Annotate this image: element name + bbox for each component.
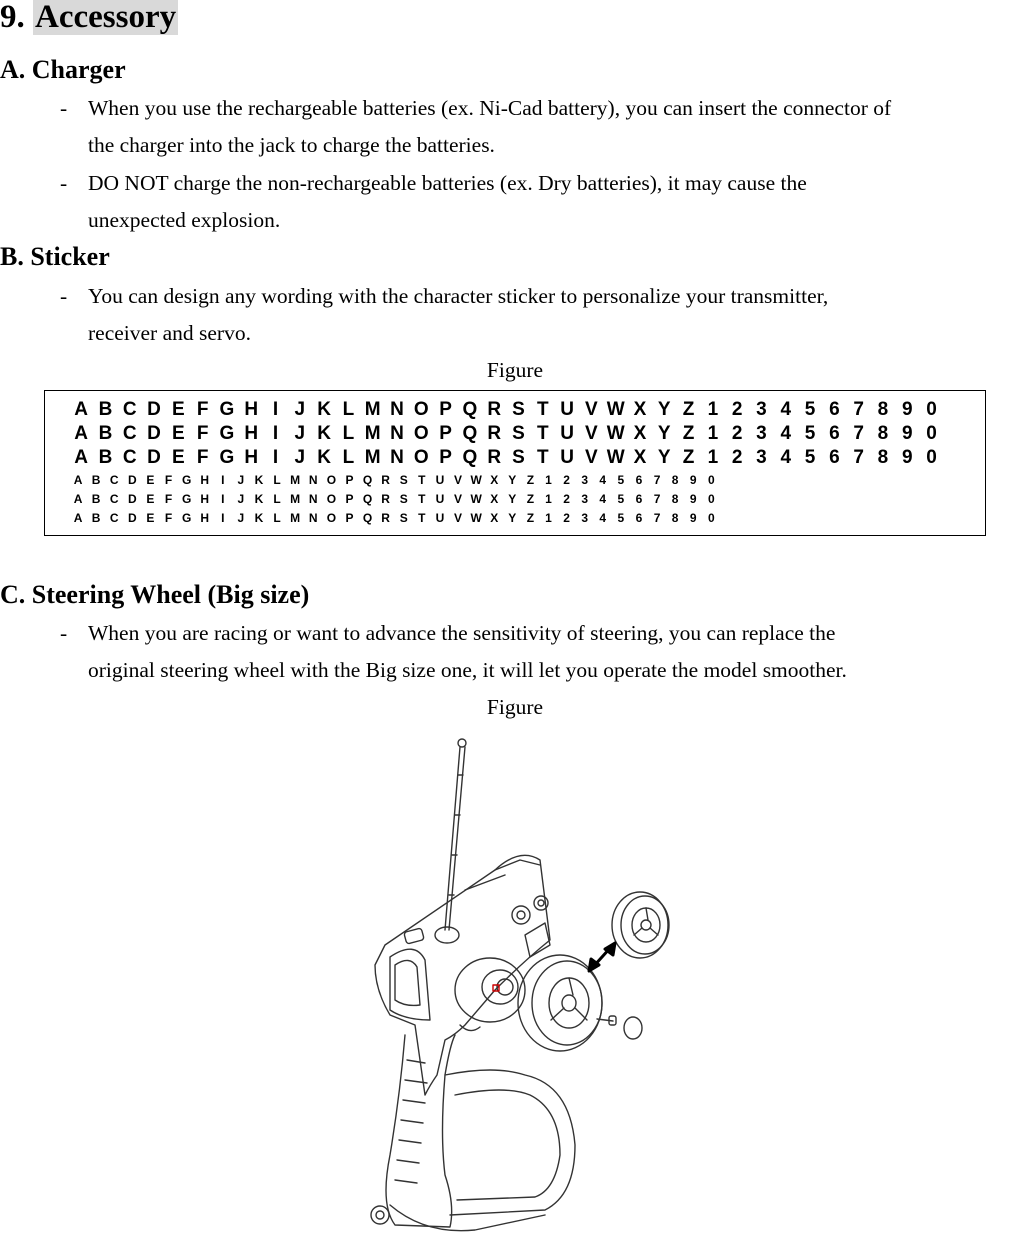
sticker-character: A — [73, 492, 83, 506]
sticker-character: 5 — [804, 399, 816, 420]
sticker-character: L — [342, 423, 355, 444]
sticker-character: K — [317, 447, 331, 468]
sticker-character: H — [244, 399, 259, 420]
sticker-character: H — [200, 473, 210, 487]
sticker-character: G — [219, 447, 235, 468]
sticker-character: C — [109, 511, 119, 525]
sticker-character: D — [147, 399, 161, 420]
sticker-character: D — [127, 473, 137, 487]
sticker-character: R — [487, 447, 502, 468]
sticker-character: B — [91, 511, 101, 525]
sticker-character: I — [272, 447, 279, 468]
sticker-character: 2 — [731, 399, 743, 420]
sticker-character: E — [171, 423, 185, 444]
sticker-character: G — [181, 511, 192, 525]
sticker-character: L — [342, 447, 355, 468]
sticker-character: Z — [682, 447, 695, 468]
sticker-character: K — [317, 423, 331, 444]
sticker-character: F — [164, 473, 173, 487]
sticker-character: 7 — [653, 511, 661, 525]
bullet-dash: - — [60, 96, 68, 120]
sticker-character: 3 — [581, 473, 589, 487]
sticker-character: 0 — [926, 423, 937, 444]
sticker-character: 3 — [581, 492, 589, 506]
sticker-character: L — [273, 473, 281, 487]
bullet-line: When you are racing or want to advance the sensitivity of steering, you can replace the — [88, 621, 836, 645]
sticker-character: X — [633, 423, 647, 444]
sticker-character: D — [127, 492, 137, 506]
sticker-character: J — [237, 492, 245, 506]
sticker-character: O — [326, 492, 337, 506]
sticker-character: B — [91, 492, 101, 506]
sticker-character: U — [560, 447, 574, 468]
sticker-character: O — [326, 473, 337, 487]
sticker-character: 0 — [926, 399, 937, 420]
sticker-character: 6 — [829, 447, 840, 468]
sticker-character: 4 — [780, 447, 792, 468]
sticker-character: B — [98, 399, 113, 420]
sticker-character: 8 — [671, 473, 679, 487]
bullet-line: You can design any wording with the character sticker to personalize your transmitter, — [88, 284, 829, 308]
sticker-character: 5 — [617, 492, 625, 506]
sticker-character: F — [196, 447, 209, 468]
sticker-character: 6 — [635, 492, 643, 506]
sticker-character: 2 — [563, 473, 570, 487]
sticker-character: Q — [462, 447, 478, 468]
sticker-character: 8 — [877, 399, 889, 420]
battery-base — [371, 1070, 575, 1231]
sticker-character: N — [390, 423, 404, 444]
sticker-character: 9 — [901, 447, 913, 468]
sticker-character: 0 — [707, 473, 715, 487]
sticker-character: F — [196, 423, 209, 444]
sticker-character: H — [244, 447, 259, 468]
steering-heading: C. Steering Wheel (Big size) — [0, 580, 310, 609]
sticker-character: Y — [508, 492, 517, 506]
sticker-character: 3 — [756, 423, 767, 444]
sticker-character: F — [196, 399, 209, 420]
sticker-character: 0 — [707, 511, 715, 525]
sticker-character: 5 — [804, 423, 816, 444]
bullet-dash: - — [60, 171, 68, 195]
sticker-character: M — [290, 492, 301, 506]
swap-arrow-icon — [589, 943, 615, 971]
sticker-character: V — [585, 423, 598, 444]
sticker-row-small — [69, 470, 720, 490]
antenna-icon — [435, 739, 466, 943]
hub-cap-icon — [624, 1017, 642, 1039]
sticker-character: N — [308, 492, 318, 506]
sticker-character: Y — [508, 511, 517, 525]
sticker-character: 0 — [707, 492, 715, 506]
sticker-character: T — [536, 447, 549, 468]
sticker-character: B — [98, 447, 113, 468]
sticker-character: P — [439, 423, 452, 444]
sticker-character: X — [633, 447, 647, 468]
sticker-character: 4 — [599, 511, 607, 525]
bullet-line: the charger into the jack to charge the batteries. — [88, 133, 495, 157]
sticker-character: 5 — [617, 511, 625, 525]
charger-heading: A. Charger — [0, 55, 126, 84]
sticker-character: 6 — [635, 511, 643, 525]
sticker-character: V — [585, 399, 598, 420]
sticker-character: 5 — [804, 447, 816, 468]
sticker-character: O — [413, 447, 429, 468]
sticker-character: N — [390, 399, 404, 420]
sticker-character: R — [487, 399, 502, 420]
sticker-character: U — [435, 492, 445, 506]
sticker-character: T — [418, 492, 426, 506]
sticker-character: 7 — [853, 447, 864, 468]
sticker-character: 7 — [653, 492, 661, 506]
sticker-character: M — [364, 423, 381, 444]
sticker-row-large — [69, 446, 944, 470]
sticker-character: W — [606, 447, 625, 468]
sticker-character: F — [164, 511, 173, 525]
sticker-character: Q — [362, 473, 373, 487]
sticker-character: C — [109, 473, 119, 487]
sticker-character: H — [244, 423, 259, 444]
sticker-character: G — [181, 492, 192, 506]
figure-caption: Figure — [486, 358, 544, 382]
sticker-row-large — [69, 422, 944, 446]
sticker-character: 7 — [853, 399, 864, 420]
sticker-character: U — [435, 511, 445, 525]
character-sticker-sheet — [44, 390, 986, 536]
section-title: Accessory — [35, 0, 177, 35]
sticker-character: T — [418, 473, 426, 487]
sticker-row-small — [69, 508, 720, 528]
sticker-character: 7 — [653, 473, 661, 487]
sticker-character: 9 — [689, 492, 697, 506]
sticker-character: W — [606, 423, 625, 444]
sticker-character: I — [221, 492, 225, 506]
sticker-character: 2 — [731, 423, 743, 444]
sticker-character: J — [294, 447, 306, 468]
sticker-character: O — [326, 511, 337, 525]
sticker-character: 3 — [581, 511, 589, 525]
sticker-character: 8 — [877, 447, 889, 468]
sticker-character: S — [399, 473, 408, 487]
sticker-character: U — [435, 473, 445, 487]
sticker-character: 9 — [901, 399, 913, 420]
sticker-character: W — [470, 511, 482, 525]
sticker-character: Z — [526, 473, 535, 487]
sticker-character: P — [439, 399, 452, 420]
sticker-character: 0 — [926, 447, 937, 468]
bullet-dash: - — [60, 284, 68, 308]
sticker-character: B — [91, 473, 101, 487]
sticker-character: B — [98, 423, 113, 444]
sticker-character: H — [200, 492, 210, 506]
sticker-character: T — [536, 423, 549, 444]
sticker-character: I — [272, 399, 279, 420]
sticker-character: V — [585, 447, 598, 468]
bullet-text — [88, 615, 1023, 689]
sticker-character: I — [272, 423, 279, 444]
sticker-character: 4 — [780, 399, 792, 420]
transmitter-steering-wheel-illustration — [345, 735, 675, 1235]
sticker-heading: B. Sticker — [0, 242, 110, 271]
sticker-character: R — [487, 423, 502, 444]
sticker-character: A — [73, 511, 83, 525]
sticker-character: U — [560, 423, 574, 444]
sticker-character: P — [345, 511, 354, 525]
sticker-character: K — [254, 473, 264, 487]
sticker-character: X — [490, 473, 499, 487]
sticker-character: L — [342, 399, 355, 420]
sticker-character: W — [470, 473, 482, 487]
sticker-character: G — [219, 399, 235, 420]
sticker-character: C — [122, 447, 137, 468]
sticker-character: Q — [462, 399, 478, 420]
bullet-text — [88, 165, 1023, 239]
sticker-character: G — [181, 473, 192, 487]
sticker-character: 9 — [689, 473, 697, 487]
transmitter-body — [375, 855, 550, 1095]
sticker-character: Q — [362, 492, 373, 506]
sticker-character: O — [413, 399, 429, 420]
sticker-character: Z — [526, 511, 535, 525]
sticker-character: V — [454, 492, 463, 506]
sticker-character: Y — [657, 399, 671, 420]
sticker-character: 1 — [545, 473, 552, 487]
page-title — [0, 0, 178, 36]
sticker-character: I — [221, 511, 225, 525]
bullet-dash: - — [60, 621, 68, 645]
sticker-character: 1 — [545, 492, 552, 506]
sticker-character: 6 — [829, 399, 840, 420]
sticker-character: J — [237, 473, 245, 487]
sticker-character: 9 — [901, 423, 913, 444]
sticker-character: R — [381, 492, 390, 506]
sticker-character: Z — [682, 423, 695, 444]
sticker-character: A — [73, 473, 83, 487]
sticker-character: K — [317, 399, 331, 420]
sticker-character: S — [512, 423, 525, 444]
sticker-character: K — [254, 492, 264, 506]
sticker-character: S — [512, 399, 525, 420]
sticker-character: E — [171, 447, 185, 468]
sticker-character: M — [364, 447, 381, 468]
sticker-character: T — [536, 399, 549, 420]
sticker-character: 2 — [563, 492, 570, 506]
bullet-line: receiver and servo. — [88, 321, 251, 345]
sticker-character: R — [381, 511, 390, 525]
sticker-character: P — [345, 473, 354, 487]
sticker-character: 4 — [780, 423, 792, 444]
sticker-character: 5 — [617, 473, 625, 487]
section-number: 9. — [0, 0, 25, 35]
bullet-line: DO NOT charge the non-rechargeable batteries (ex. Dry batteries), it may cause the — [88, 171, 807, 195]
sticker-character: 8 — [671, 492, 679, 506]
sticker-character: N — [308, 511, 318, 525]
sticker-character: P — [345, 492, 354, 506]
sticker-character: 2 — [563, 511, 570, 525]
sticker-character: N — [308, 473, 318, 487]
sticker-character: 2 — [731, 447, 743, 468]
sticker-character: Z — [682, 399, 695, 420]
sticker-character: N — [390, 447, 404, 468]
steering-hub — [455, 958, 525, 1031]
sticker-character: 3 — [756, 447, 767, 468]
sticker-character: 1 — [707, 399, 719, 420]
sticker-character: R — [381, 473, 390, 487]
sticker-character: 3 — [756, 399, 767, 420]
sticker-character: 6 — [829, 423, 840, 444]
sticker-character: W — [606, 399, 625, 420]
sticker-character: U — [560, 399, 574, 420]
sticker-character: M — [290, 473, 301, 487]
sticker-character: Q — [462, 423, 478, 444]
sticker-character: J — [294, 399, 306, 420]
sticker-character: M — [364, 399, 381, 420]
sticker-character: 4 — [599, 473, 607, 487]
sticker-character: Y — [508, 473, 517, 487]
sticker-character: P — [439, 447, 452, 468]
sticker-character: V — [454, 473, 463, 487]
sticker-character: 1 — [707, 447, 719, 468]
figure-caption: Figure — [486, 695, 544, 719]
sticker-row-large — [69, 398, 944, 422]
sticker-character: J — [237, 511, 245, 525]
sticker-character: I — [221, 473, 225, 487]
sticker-character: D — [147, 423, 161, 444]
sticker-character: 6 — [635, 473, 643, 487]
sticker-character: A — [74, 423, 89, 444]
sticker-character: E — [146, 492, 155, 506]
sticker-character: S — [399, 511, 408, 525]
sticker-character: 4 — [599, 492, 607, 506]
sticker-character: E — [171, 399, 185, 420]
sticker-character: K — [254, 511, 264, 525]
sticker-character: Z — [526, 492, 535, 506]
sticker-character: Y — [657, 447, 671, 468]
sticker-character: A — [74, 399, 89, 420]
sticker-character: C — [109, 492, 119, 506]
sticker-character: E — [146, 473, 155, 487]
bullet-line: unexpected explosion. — [88, 208, 281, 232]
sticker-character: L — [273, 511, 281, 525]
sticker-character: Q — [362, 511, 373, 525]
sticker-character: 9 — [689, 511, 697, 525]
sticker-character: W — [470, 492, 482, 506]
bullet-text — [88, 90, 1023, 164]
replacement-wheel-icon — [612, 892, 669, 958]
sticker-character: L — [273, 492, 281, 506]
sticker-character: V — [454, 511, 463, 525]
sticker-character: Y — [657, 423, 671, 444]
sticker-character: E — [146, 511, 155, 525]
sticker-character: T — [418, 511, 426, 525]
sticker-character: M — [290, 511, 301, 525]
sticker-character: A — [74, 447, 89, 468]
sticker-character: 1 — [545, 511, 552, 525]
sticker-character: C — [122, 399, 137, 420]
sticker-character: 1 — [707, 423, 719, 444]
sticker-character: G — [219, 423, 235, 444]
sticker-character: S — [512, 447, 525, 468]
sticker-character: C — [122, 423, 137, 444]
bullet-line: When you use the rechargeable batteries (ex. Ni-Cad battery), you can insert the connector of — [88, 96, 892, 120]
sticker-character: O — [413, 423, 429, 444]
sticker-character: 8 — [877, 423, 889, 444]
sticker-character: J — [294, 423, 306, 444]
bullet-text — [88, 278, 1023, 352]
sticker-character: D — [147, 447, 161, 468]
sticker-character: S — [399, 492, 408, 506]
sticker-row-small — [69, 489, 720, 509]
sticker-character: X — [490, 492, 499, 506]
sticker-character: F — [164, 492, 173, 506]
sticker-character: D — [127, 511, 137, 525]
sticker-character: X — [490, 511, 499, 525]
sticker-character: 8 — [671, 511, 679, 525]
sticker-character: X — [633, 399, 647, 420]
sticker-character: H — [200, 511, 210, 525]
sticker-character: 7 — [853, 423, 864, 444]
bullet-line: original steering wheel with the Big size one, it will let you operate the model smoother. — [88, 658, 847, 682]
